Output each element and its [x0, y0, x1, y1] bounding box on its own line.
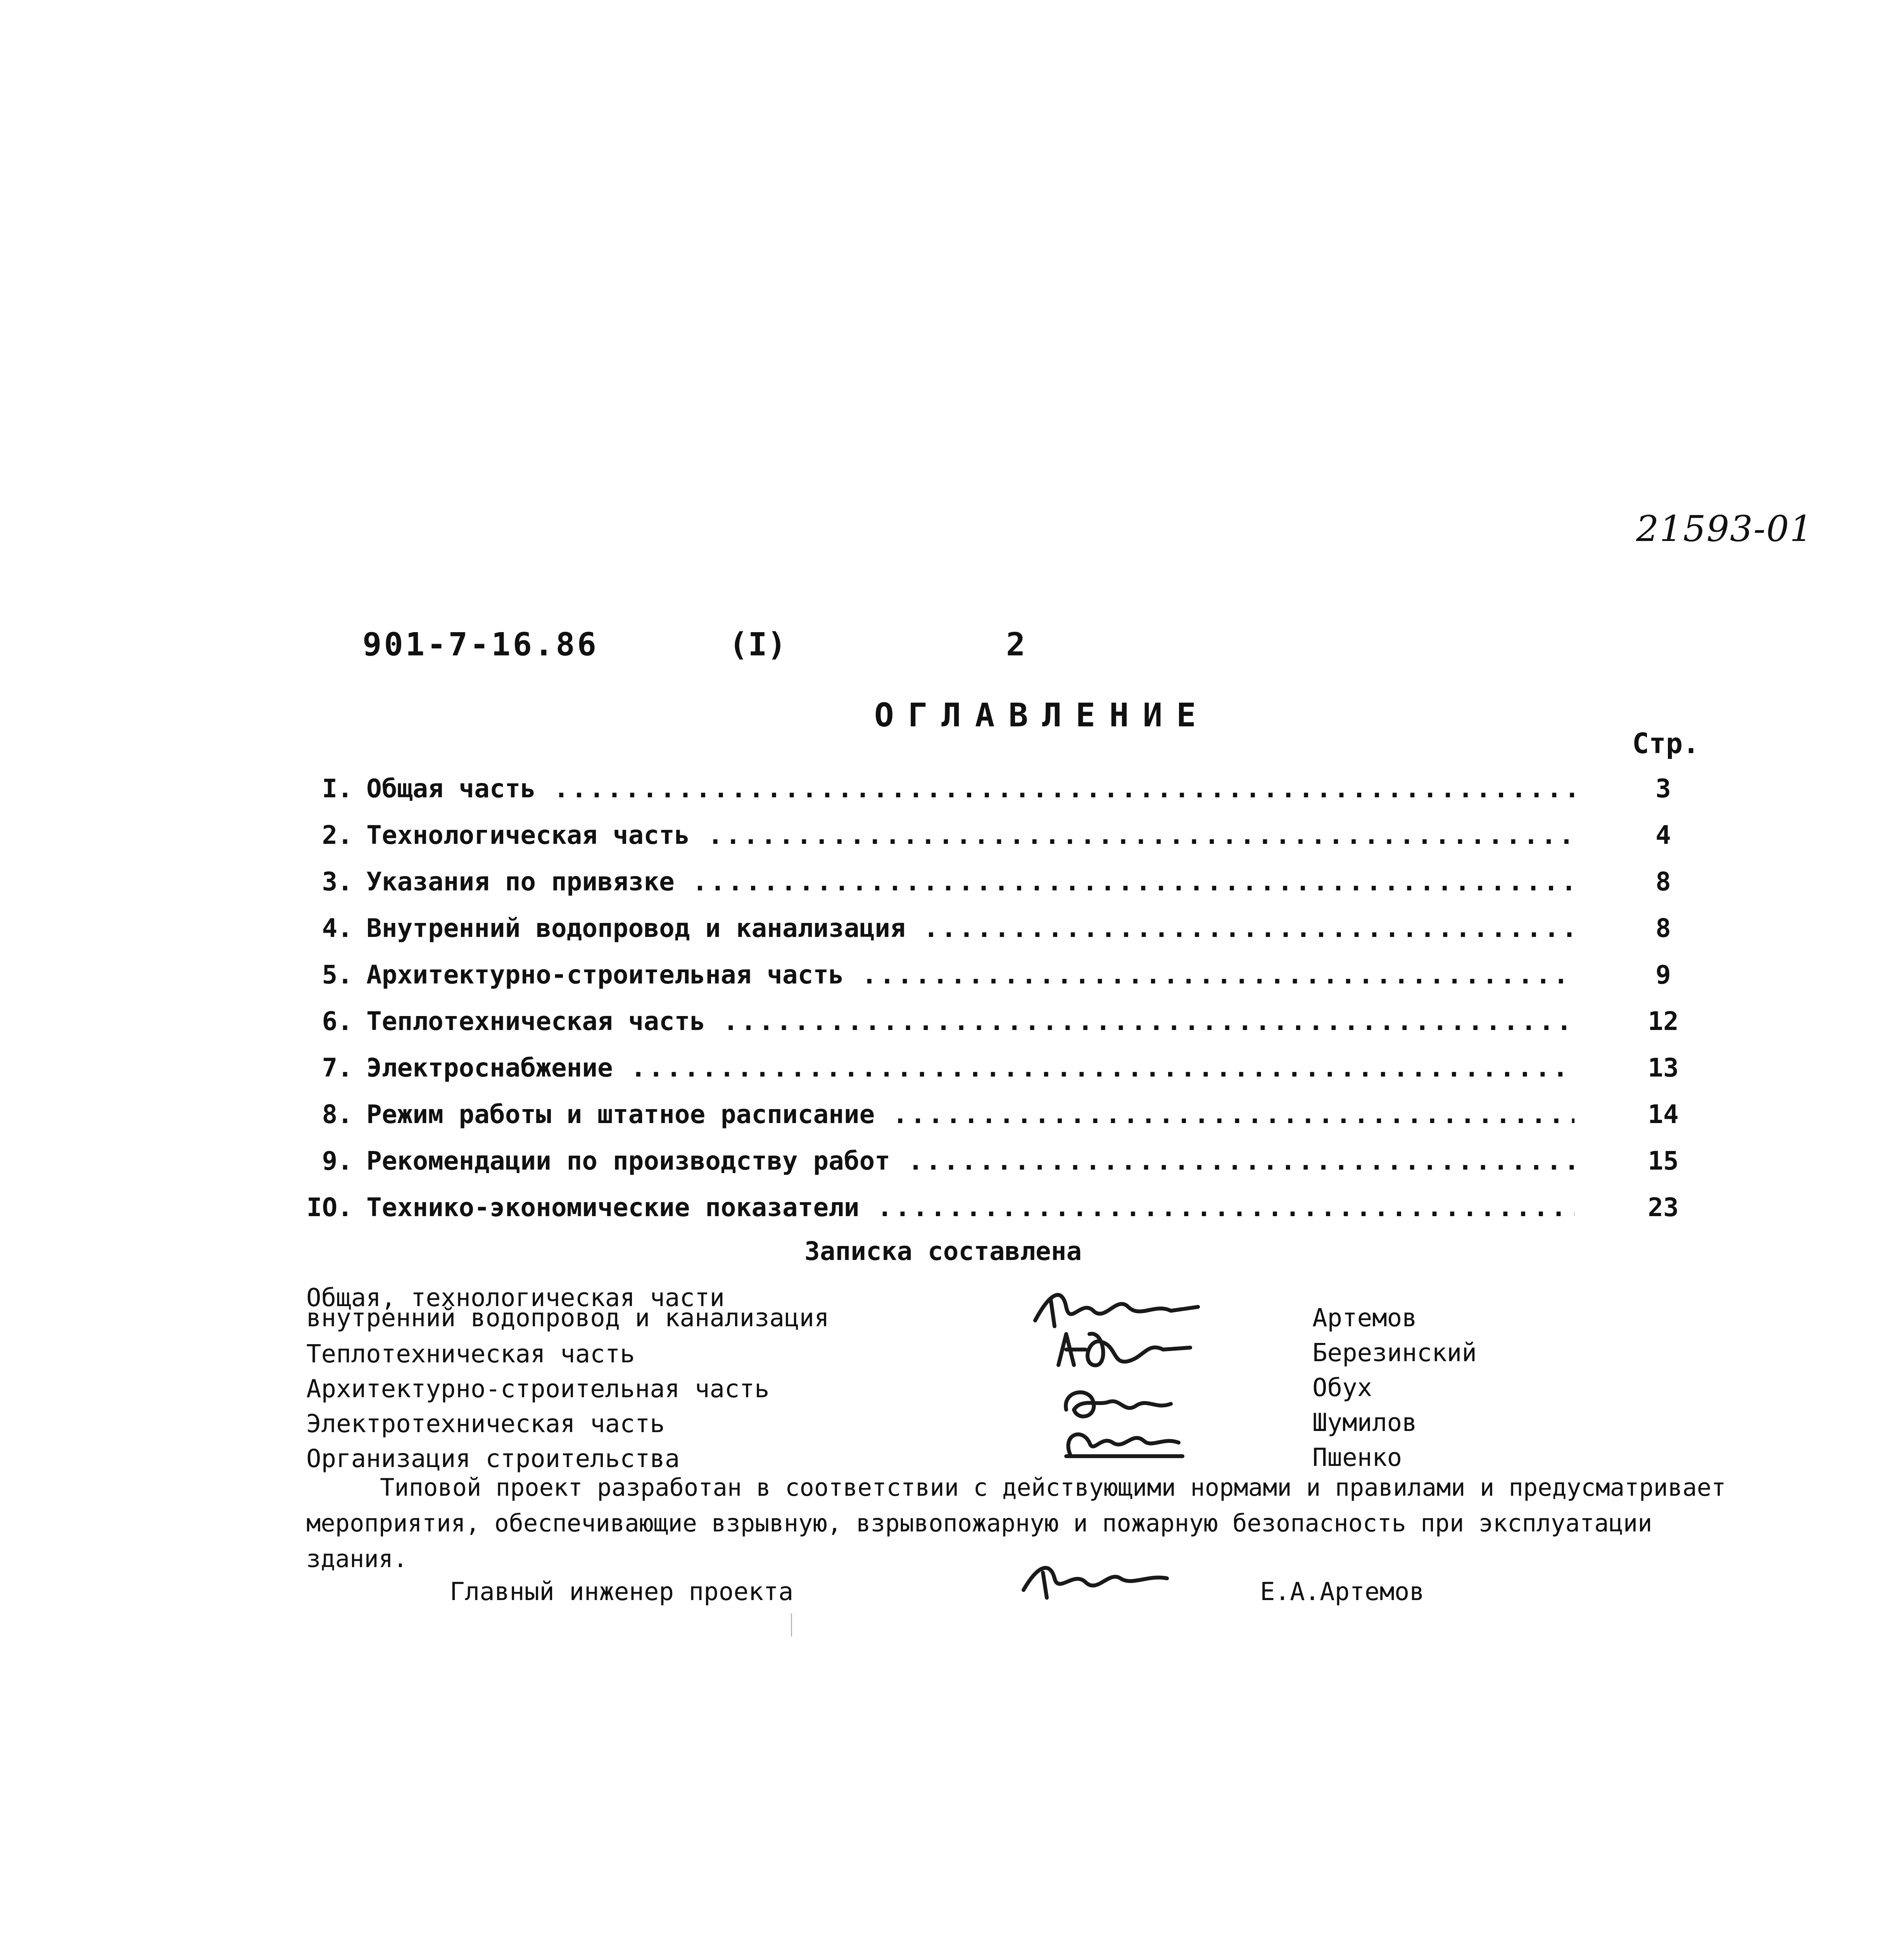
author-name: Артемов: [1312, 1304, 1417, 1332]
author-name: Пшенко: [1312, 1443, 1402, 1472]
signature-obukh: [1055, 1383, 1194, 1425]
signature-shumilov: [1055, 1419, 1194, 1462]
toc-item-label: Режим работы и штатное расписание .....: [366, 1099, 1574, 1129]
author-name: Березинский: [1312, 1339, 1477, 1367]
toc-item-number: 7.: [322, 1053, 353, 1083]
toc-item-number: 2.: [322, 820, 353, 850]
signature-chief-engineer: [1016, 1555, 1179, 1602]
toc-item-page: 8: [1655, 867, 1671, 897]
toc-item: [0, 774, 1904, 820]
toc-item-label: Технологическая часть .....: [366, 820, 1574, 850]
toc-item-number: 8.: [322, 1099, 353, 1129]
toc-item-label: Электроснабжение .....: [366, 1053, 1574, 1083]
toc-item: [0, 1146, 1904, 1192]
toc-item: [0, 820, 1904, 867]
inventory-number: 21593-01: [1636, 508, 1813, 550]
toc-item: [0, 1099, 1904, 1146]
author-name: Шумилов: [1312, 1408, 1417, 1437]
toc-item: [0, 1192, 1904, 1239]
page-number: 2: [1006, 626, 1025, 663]
scan-artifact: [791, 1613, 792, 1637]
signature-berezinsky: [1051, 1326, 1214, 1373]
toc-item-page: 23: [1648, 1192, 1679, 1222]
chief-engineer-name: Е.А.Артемов: [1260, 1578, 1424, 1606]
toc-item-page: 14: [1648, 1099, 1679, 1129]
toc-item-label: Рекомендации по производству работ .....: [366, 1146, 1574, 1176]
toc-item-page: 12: [1648, 1006, 1679, 1036]
compliance-statement: Типовой проект разработан в соответствии с действующими нормами и правилами и предусматривает мероприятия, обеспечивающие взрывную, взрывопожарную и пожарную безопасность при эксплуатации здания.: [306, 1473, 1726, 1573]
toc-item: [0, 1006, 1904, 1053]
author-section: Теплотехническая часть: [306, 1340, 635, 1369]
toc-item: [0, 867, 1904, 913]
toc-item-page: 3: [1655, 774, 1671, 804]
author-section: Общая, технологическая части: [306, 1284, 725, 1312]
toc-item-number: 5.: [322, 960, 353, 990]
toc-item: [0, 913, 1904, 960]
toc-title: ОГЛАВЛЕНИЕ: [874, 696, 1210, 734]
author-section: Электротехническая часть: [306, 1410, 665, 1438]
toc-item-label: Теплотехническая часть .....: [366, 1006, 1574, 1036]
toc-item-page: 15: [1648, 1146, 1679, 1176]
toc-item-number: IO.: [306, 1192, 353, 1222]
author-section: Архитектурно-строительная часть: [306, 1375, 770, 1403]
toc-item-page: 9: [1655, 960, 1671, 990]
toc-item-number: 3.: [322, 867, 353, 897]
toc-item-number: I.: [322, 774, 353, 804]
toc-item-label: Архитектурно-строительная часть .....: [366, 960, 1574, 990]
toc-page-column-label: Стр.: [1632, 727, 1700, 760]
toc-item-number: 4.: [322, 913, 353, 943]
toc-item-label: Технико-экономические показатели .....: [366, 1192, 1574, 1222]
author-name: Обух: [1312, 1374, 1372, 1402]
toc-item: [0, 1053, 1904, 1099]
toc-item-number: 6.: [322, 1006, 353, 1036]
toc-item-label: Общая часть .....: [366, 774, 1574, 804]
toc-item: [0, 960, 1904, 1006]
document-part: (I): [729, 626, 787, 663]
toc-item-label: Указания по привязке .....: [366, 867, 1574, 897]
document-code: 901-7-16.86: [363, 626, 599, 663]
author-section: внутренний водопровод и канализация: [306, 1304, 829, 1332]
chief-engineer-label: Главный инженер проекта: [450, 1578, 794, 1606]
toc-item-page: 8: [1655, 913, 1671, 943]
toc-item-number: 9.: [322, 1146, 353, 1176]
compiled-title: Записка составлена: [804, 1236, 1082, 1266]
toc-item-page: 13: [1648, 1053, 1679, 1083]
toc-item-page: 4: [1655, 820, 1671, 850]
author-section: Организация строительства: [306, 1445, 680, 1473]
toc-item-label: Внутренний водопровод и канализация .....: [366, 913, 1574, 943]
